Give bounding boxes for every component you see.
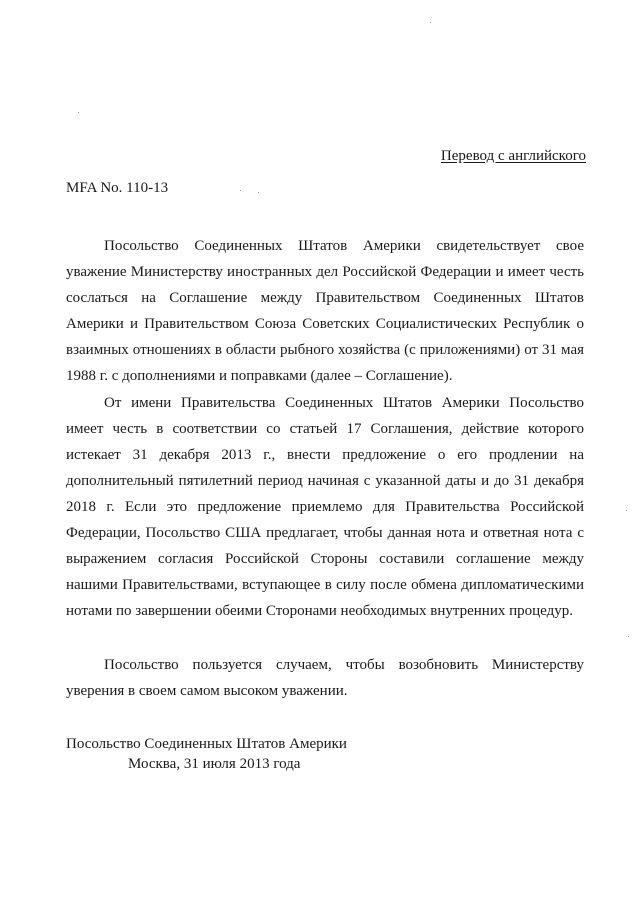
scan-speck [258, 192, 259, 193]
paragraph-3-block [66, 652, 584, 704]
scan-speck [628, 636, 629, 637]
paragraph-1: Посольство Соединенных Штатов Америки свидетельствует свое уважение Министерству иностранных дел Российской Федерации и имеет честь сослаться на Соглашение между Правительством Соединенных Штатов Америки и Правительством Союза Советских Социалистических Республик о взаимных отношениях в области рыбного хозяйства (с приложениями) от 31 мая 1988 г. с дополнениями и поправками (далее – Соглашение). [66, 238, 584, 384]
scan-speck [240, 190, 241, 191]
scan-speck [430, 22, 431, 23]
scan-speck [626, 510, 627, 511]
scan-speck [78, 112, 79, 113]
signature-organization: Посольство Соединенных Штатов Америки [66, 736, 347, 752]
signature-place-date: Москва, 31 июля 2013 года [128, 756, 301, 772]
reference-number: MFA No. 110-13 [66, 180, 169, 196]
paragraph-2-block [66, 390, 584, 624]
paragraph-2: От имени Правительства Соединенных Штатов Америки Посольство имеет честь в соответствии со статьей 17 Соглашения, действие которого истекает 31 декабря 2013 г., внести предложение о его продлении на дополнительный пятилетний период начиная с указанной даты и до 31 декабря 2018 г. Если это предложение приемлемо для Правительства Российской Федерации, Посольство США предлагает, чтобы данная нота и ответная нота с выражением согласия Российской Стороны составили соглашение между нашими Правительствами, вступающее в силу после обмена дипломатическими нотами по завершении обеими Сторонами необходимых внутренних процедур. [66, 395, 584, 619]
paragraph-3: Посольство пользуется случаем, чтобы возобновить Министерству уверения в своем самом высоком уважении. [66, 657, 584, 699]
paragraph-1-block [66, 233, 584, 389]
translation-note: Перевод с английского [440, 148, 586, 164]
